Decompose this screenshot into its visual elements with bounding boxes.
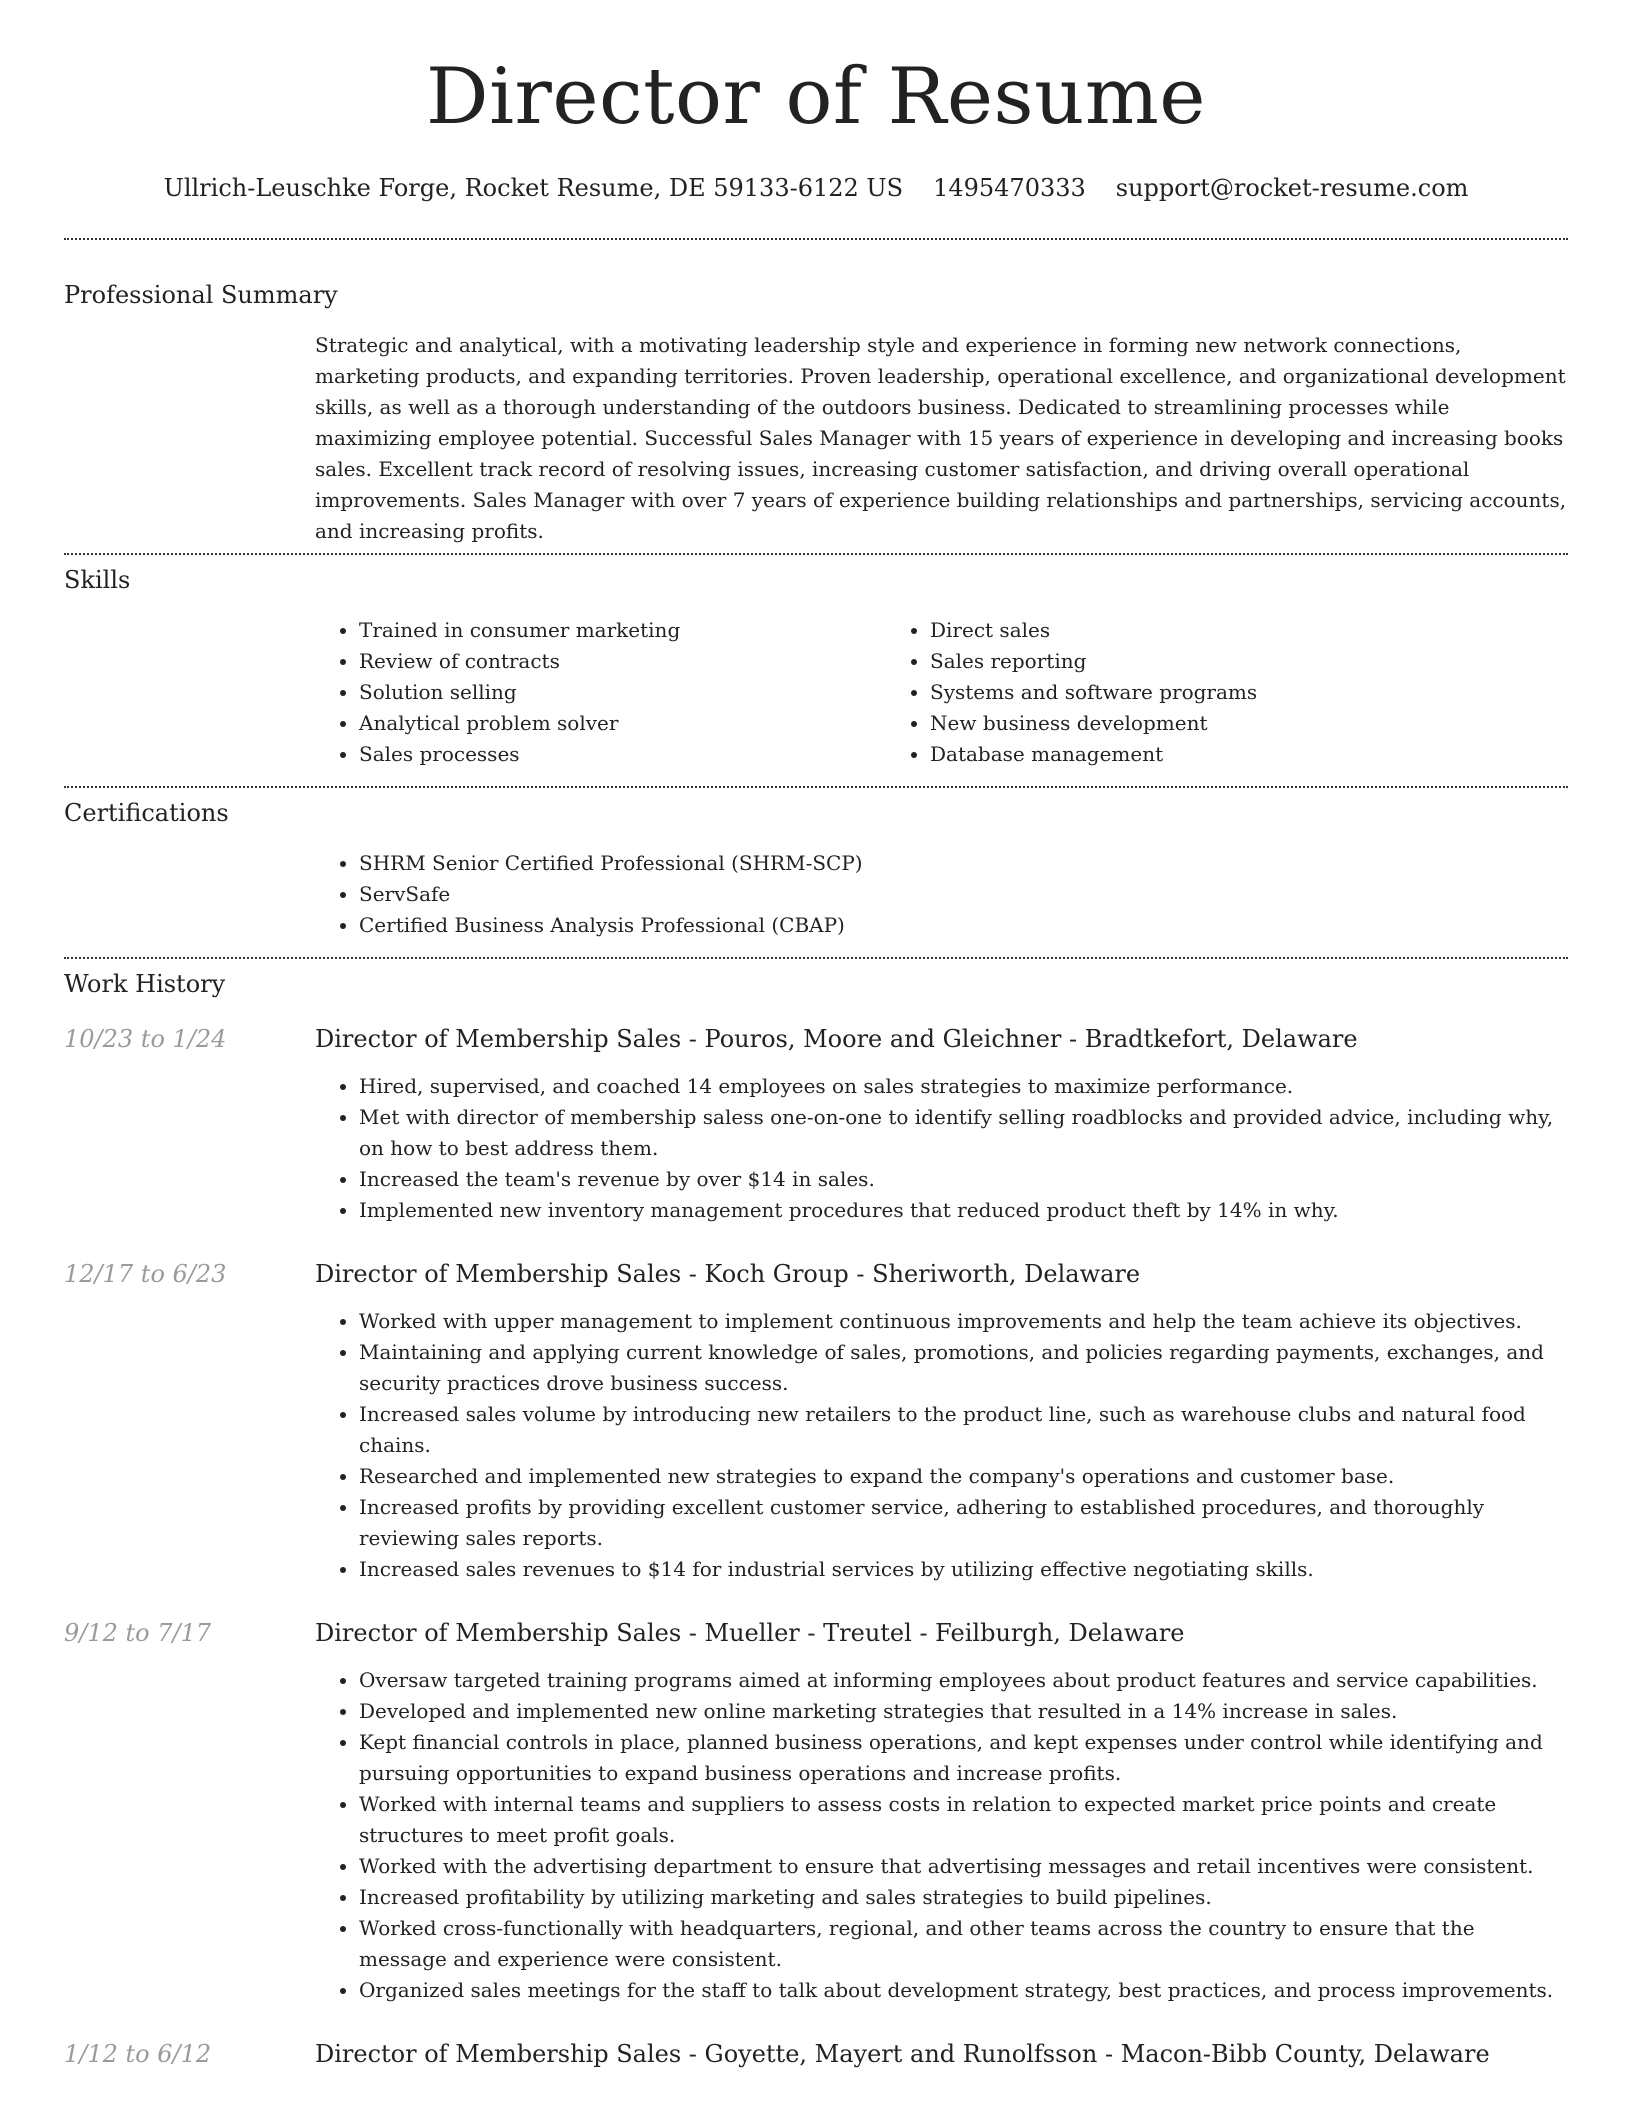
job-bullet: • Increased profitability by utilizing marketing and sales strategies to build pipelines.	[359, 1882, 1568, 1913]
certifications-list	[315, 848, 1568, 941]
skills-divider	[64, 786, 1568, 788]
job-title: Director of Membership Sales - Goyette, Mayert and Runolfsson - Macon-Bibb County, Delaware	[315, 2040, 1490, 2068]
job-header	[64, 1023, 1568, 1055]
contact-email: support@rocket-resume.com	[1115, 174, 1469, 202]
skills-list	[315, 615, 1568, 770]
header-divider	[64, 238, 1568, 240]
job-bullets	[315, 1071, 1568, 1226]
job-bullet: • Maintaining and applying current knowledge of sales, promotions, and policies regarding payments, exchanges, and security practices drove business success.	[359, 1337, 1568, 1399]
work-history-section	[64, 969, 1568, 2070]
summary-heading: Professional Summary	[64, 281, 338, 309]
job-bullet: • Kept financial controls in place, planned business operations, and kept expenses under control while identifying and pursuing opportunities to expand business operations and increase profits.	[359, 1727, 1568, 1789]
job-dates: 9/12 to 7/17	[64, 1619, 212, 1647]
job-bullet: • Developed and implemented new online marketing strategies that resulted in a 14% increase in sales.	[359, 1696, 1568, 1727]
skill-item: • New business development	[930, 708, 1457, 739]
job-bullet: • Met with director of membership saless one-on-one to identify selling roadblocks and provided advice, including why, on how to best address them.	[359, 1102, 1568, 1164]
job-dates: 12/17 to 6/23	[64, 1260, 227, 1288]
certification-item: • SHRM Senior Certified Professional (SHRM-SCP)	[359, 848, 1568, 879]
contact-line	[64, 172, 1568, 204]
contact-address: Ullrich-Leuschke Forge, Rocket Resume, DE 59133-6122 US	[163, 174, 904, 202]
job-bullets	[315, 1665, 1568, 2006]
job-bullet: • Researched and implemented new strategies to expand the company's operations and customer base.	[359, 1461, 1568, 1492]
skill-item: • Review of contracts	[359, 646, 886, 677]
job-entry	[64, 1617, 1568, 2006]
skills-left-column	[315, 615, 886, 770]
job-title: Director of Membership Sales - Mueller - Treutel - Feilburgh, Delaware	[315, 1619, 1185, 1647]
job-header	[64, 1258, 1568, 1290]
job-bullet: • Organized sales meetings for the staff to talk about development strategy, best practices, and process improvements.	[359, 1975, 1568, 2006]
resume-name: Director of Resume	[426, 52, 1206, 142]
job-bullet: • Increased profits by providing excellent customer service, adhering to established procedures, and thoroughly reviewing sales reports.	[359, 1492, 1568, 1554]
job-bullet: • Increased the team's revenue by over $14 in sales.	[359, 1164, 1568, 1195]
job-bullet: • Implemented new inventory management procedures that reduced product theft by 14% in why.	[359, 1195, 1568, 1226]
skill-item: • Trained in consumer marketing	[359, 615, 886, 646]
work-history-heading: Work History	[64, 970, 226, 998]
summary-divider	[64, 553, 1568, 555]
job-entry	[64, 2038, 1568, 2070]
job-bullet: • Increased sales volume by introducing new retailers to the product line, such as warehouse clubs and natural food chains.	[359, 1399, 1568, 1461]
skill-item: • Database management	[930, 739, 1457, 770]
skill-item: • Systems and software programs	[930, 677, 1457, 708]
job-entry	[64, 1023, 1568, 1226]
job-dates: 10/23 to 1/24	[64, 1025, 227, 1053]
certification-item: • Certified Business Analysis Professional (CBAP)	[359, 910, 1568, 941]
skill-item: • Direct sales	[930, 615, 1457, 646]
job-bullet: • Worked with upper management to implement continuous improvements and help the team achieve its objectives.	[359, 1306, 1568, 1337]
job-bullet: • Worked with internal teams and suppliers to assess costs in relation to expected market price points and create structures to meet profit goals.	[359, 1789, 1568, 1851]
contact-phone: 1495470333	[933, 174, 1086, 202]
summary-text: Strategic and analytical, with a motivating leadership style and experience in forming new network connections, marketing products, and expanding territories. Proven leadership, operational excellence, and organizational development skills, as well as a thorough understanding of the outdoors business. Dedicated to streamlining processes while maximizing employee potential. Successful Sales Manager with 15 years of experience in developing and increasing books sales. Excellent track record of resolving issues, increasing customer satisfaction, and driving overall operational improvements. Sales Manager with over 7 years of experience building relationships and partnerships, servicing accounts, and increasing profits.	[315, 333, 1567, 543]
job-entry	[64, 1258, 1568, 1585]
job-title: Director of Membership Sales - Pouros, Moore and Gleichner - Bradtkefort, Delaware	[315, 1025, 1358, 1053]
certifications-heading: Certifications	[64, 799, 229, 827]
job-header	[64, 1617, 1568, 1649]
skill-item: • Analytical problem solver	[359, 708, 886, 739]
resume-page	[64, 0, 1568, 2070]
certification-item: • ServSafe	[359, 879, 1568, 910]
job-bullet: • Oversaw targeted training programs aimed at informing employees about product features and service capabilities.	[359, 1665, 1568, 1696]
job-bullet: • Worked with the advertising department to ensure that advertising messages and retail incentives were consistent.	[359, 1851, 1568, 1882]
skills-right-column	[886, 615, 1457, 770]
summary-section	[64, 280, 1568, 547]
certifications-divider	[64, 957, 1568, 959]
job-dates: 1/12 to 6/12	[64, 2040, 212, 2068]
job-header	[64, 2038, 1568, 2070]
job-bullet: • Increased sales revenues to $14 for industrial services by utilizing effective negotiating skills.	[359, 1554, 1568, 1585]
skill-item: • Sales reporting	[930, 646, 1457, 677]
skill-item: • Sales processes	[359, 739, 886, 770]
certifications-section	[64, 798, 1568, 941]
job-bullet: • Hired, supervised, and coached 14 employees on sales strategies to maximize performance.	[359, 1071, 1568, 1102]
skill-item: • Solution selling	[359, 677, 886, 708]
skills-section	[64, 565, 1568, 770]
job-title: Director of Membership Sales - Koch Group - Sheriworth, Delaware	[315, 1260, 1141, 1288]
skills-heading: Skills	[64, 566, 131, 594]
job-bullet: • Worked cross-functionally with headquarters, regional, and other teams across the country to ensure that the message and experience were consistent.	[359, 1913, 1568, 1975]
job-bullets	[315, 1306, 1568, 1585]
